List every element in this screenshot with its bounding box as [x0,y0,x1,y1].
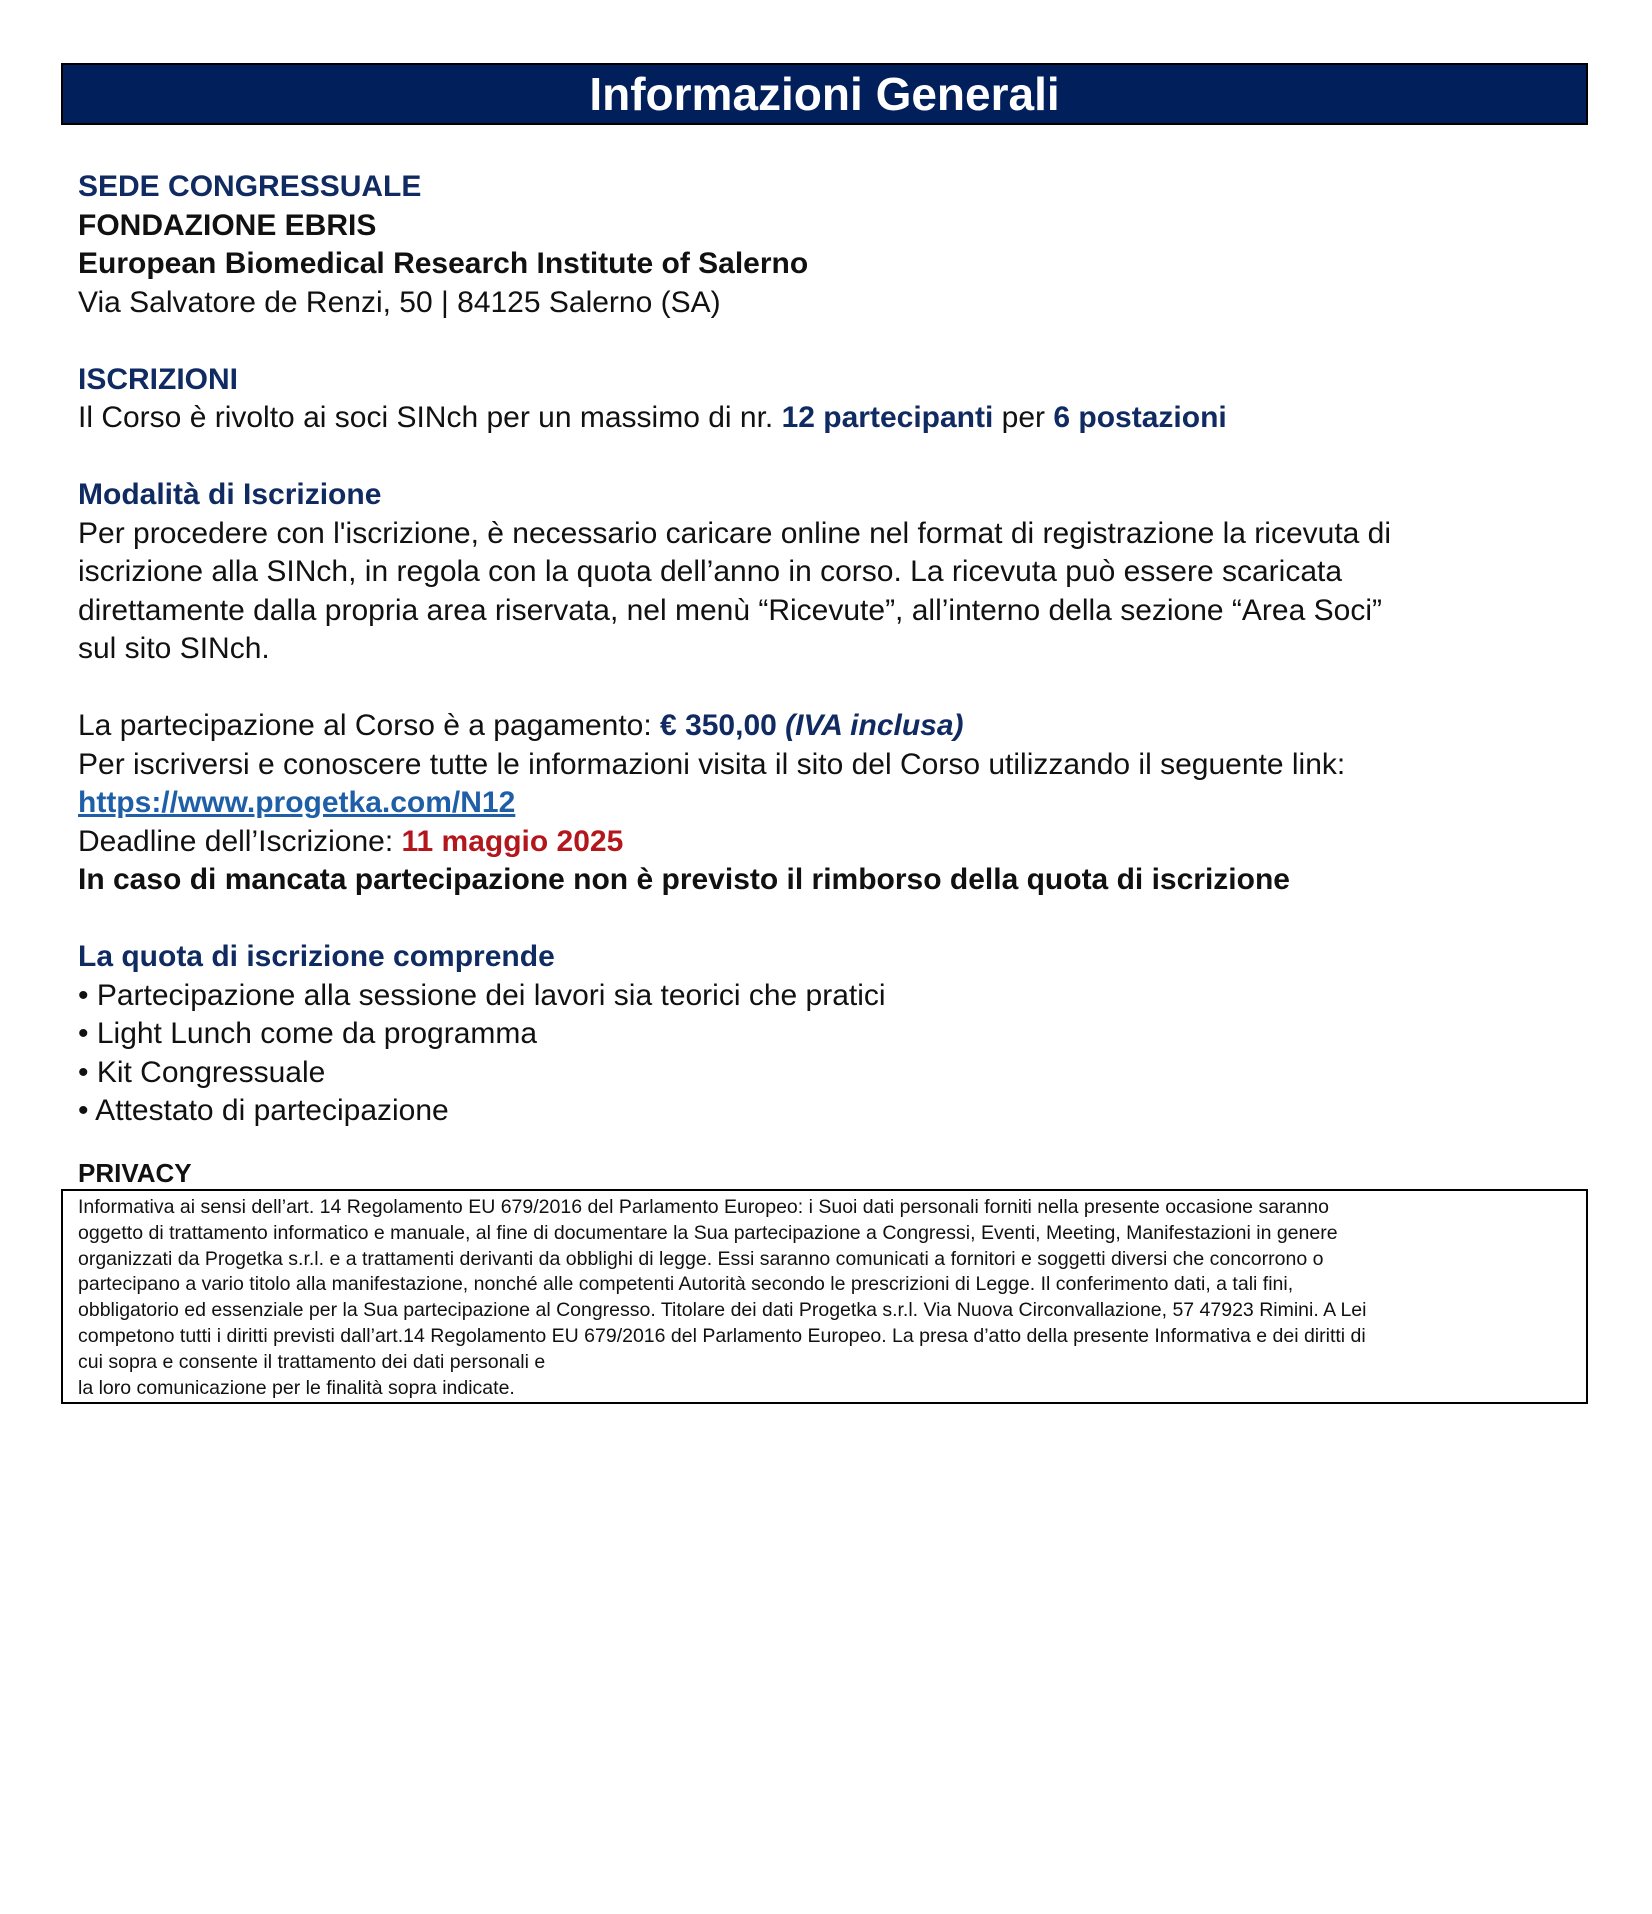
modalita-line: sul sito SINch. [78,632,270,665]
list-item: • Partecipazione alla sessione dei lavori sia teorici che pratici [78,978,886,1012]
vat-note: (IVA inclusa) [785,709,964,742]
refund-note: In caso di mancata partecipazione non è previsto il rimborso della quota di iscrizione [78,863,1290,896]
iscrizioni-heading: ISCRIZIONI [78,362,239,396]
section-modalita [78,476,1588,669]
privacy-line: cui sopra e consente il trattamento dei dati personali e [78,1350,546,1373]
sede-institute: European Biomedical Research Institute of Salerno [78,247,809,280]
section-sede [78,168,1588,322]
page-title: Informazioni Generali [589,68,1060,120]
modalita-line: iscrizione alla SINch, in regola con la quota dell’anno in corso. La ricevuta può essere scaricata [78,555,1343,588]
privacy-line: Informativa ai sensi dell’art. 14 Regolamento EU 679/2016 del Parlamento Europeo: i Suoi dati personali forniti nella presente occasione saranno [78,1196,1329,1218]
deadline-label: Deadline dell’Iscrizione: [78,824,402,858]
deadline-line [78,823,1588,862]
section-quota [78,938,1588,1131]
privacy-notice [61,1189,1588,1404]
iscrizioni-text-mid: per [993,401,1054,434]
deadline-date: 11 maggio 2025 [401,824,624,858]
list-item: • Attestato di partecipazione [78,1094,449,1127]
sede-name: FONDAZIONE EBRIS [78,208,377,242]
course-link[interactable]: https://www.progetka.com/N12 [78,786,516,819]
spacer [78,900,1588,939]
iscrizioni-text [78,399,1588,438]
payment-line [78,707,1588,746]
price: € 350,00 [660,709,777,742]
privacy-line: la loro comunicazione per le finalità sopra indicate. [78,1376,515,1399]
spacer [78,669,1588,708]
sede-heading: SEDE CONGRESSUALE [78,170,422,203]
list-item: • Kit Congressuale [78,1055,326,1089]
section-pagamento [78,707,1588,900]
participants-count: 12 partecipanti [781,401,994,434]
privacy-line: organizzati da Progetka s.r.l. e a trattamenti derivanti da obblighi di legge. Essi saranno comunicati a fornitori e soggetti diversi che concorrono o [78,1247,1324,1270]
privacy-line: partecipano a vario titolo alla manifestazione, nonché alle competenti Autorità secondo le prescrizioni di Legge. Il conferimento dati, a tali fini, [78,1273,1294,1296]
spacer [78,322,1588,361]
title-banner [61,63,1588,125]
quota-heading: La quota di iscrizione comprende [78,940,555,973]
list-item: • Light Lunch come da programma [78,1017,538,1050]
main-content [78,168,1588,1131]
privacy-label: PRIVACY [78,1158,192,1188]
privacy-line: competono tutti i diritti previsti dall’art.14 Regolamento EU 679/2016 del Parlamento Europeo. La presa d’atto della presente Informativa e dei diritti di [78,1324,1366,1347]
section-iscrizioni [78,361,1588,438]
modalita-line: Per procedere con l'iscrizione, è necessario caricare online nel format di registrazione la ricevuta di [78,516,1392,550]
info-line: Per iscriversi e conoscere tutte le informazioni visita il sito del Corso utilizzando il seguente link: [78,747,1346,781]
sede-address: Via Salvatore de Renzi, 50 | 84125 Salerno (SA) [78,285,721,319]
modalita-line: direttamente dalla propria area riservata, nel menù “Ricevute”, all’interno della sezione “Area Soci” [78,593,1382,627]
stations-count: 6 postazioni [1053,401,1227,434]
privacy-line: obbligatorio ed essenziale per la Sua partecipazione al Congresso. Titolare dei dati Progetka s.r.l. Via Nuova Circonvallazione, 57 47923 Rimini. A Lei [78,1299,1367,1322]
spacer [78,438,1588,477]
modalita-heading: Modalità di Iscrizione [78,478,382,511]
iscrizioni-text-before: Il Corso è rivolto ai soci SINch per un massimo di nr. [78,401,782,434]
payment-text: La partecipazione al Corso è a pagamento: [78,709,661,742]
privacy-line: oggetto di trattamento informatico e manuale, al fine di documentare la Sua partecipazione a Congressi, Eventi, Meeting, Manifestazioni in genere [78,1221,1338,1244]
